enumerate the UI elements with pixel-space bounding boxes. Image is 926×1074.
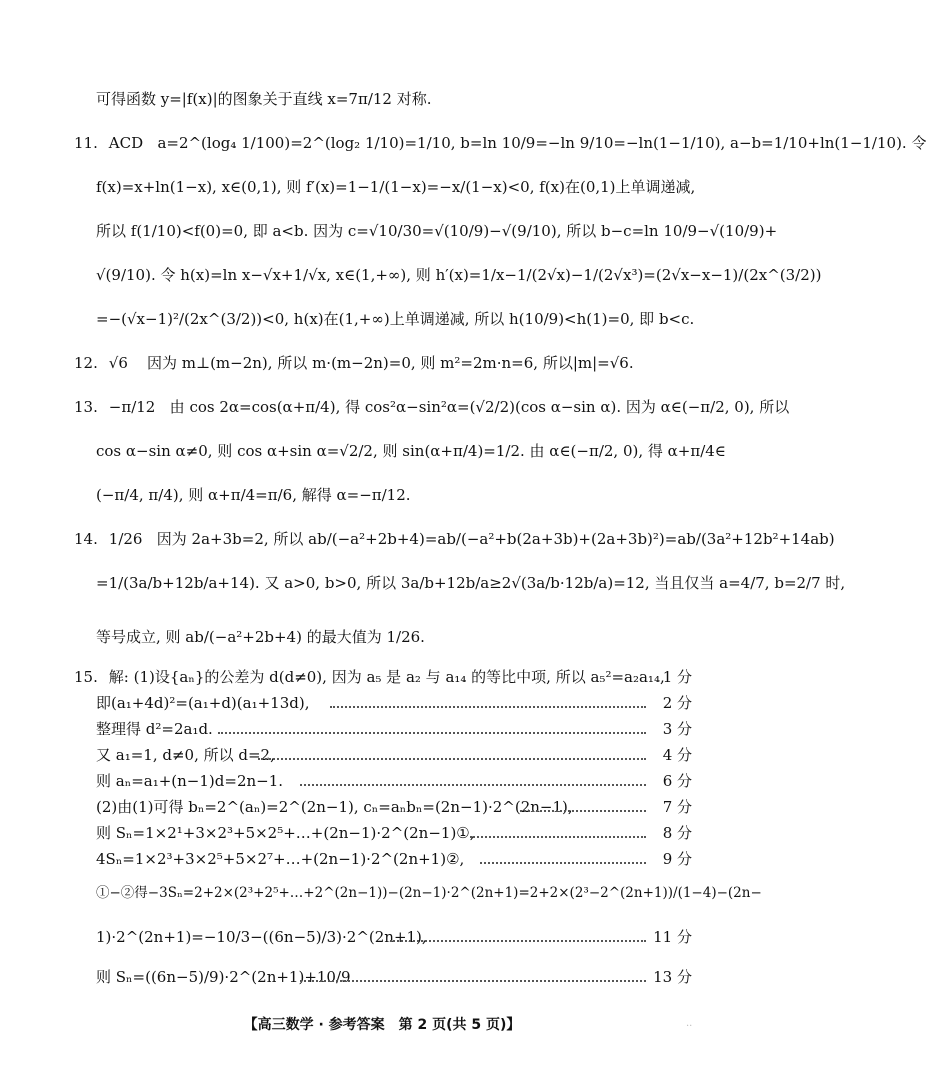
question-number: 15. <box>74 668 98 686</box>
text-line: √(9/10). 令 h(x)=ln x−√x+1/√x, x∈(1,+∞), 则 h′(x)=1/x−1/(2√x)−1/(2√x³)=(2√x−x−1)/(2x^(3/2)) <box>96 266 822 284</box>
dotted-leader <box>520 810 646 812</box>
text-line: 则 Sₙ=1×2¹+3×2³+5×2⁵+…+(2n−1)·2^(2n−1)①, <box>96 824 475 842</box>
q14-line <box>74 528 835 550</box>
text-line: =1/(3a/b+12b/a+14). 又 a>0, b>0, 所以 3a/b+12b/a≥2√(3a/b·12b/a)=12, 当且仅当 a=4/7, b=2/7 时, <box>96 574 846 592</box>
score-label: 2 分 <box>662 694 692 712</box>
text-line: 4Sₙ=1×2³+3×2⁵+5×2⁷+…+(2n−1)·2^(2n+1)②, <box>96 850 465 868</box>
text-line: 解: (1)设{aₙ}的公差为 d(d≠0), 因为 a₅ 是 a₂ 与 a₁₄ 的等比中项, 所以 a₅²=a₂a₁₄, <box>108 668 665 686</box>
q13-line <box>74 396 790 418</box>
text-line: 则 aₙ=a₁+(n−1)d=2n−1. <box>96 772 284 790</box>
text-line: 又 a₁=1, d≠0, 所以 d=2, <box>96 746 275 764</box>
text-line: 则 Sₙ=((6n−5)/9)·2^(2n+1)+10/9. <box>96 968 356 986</box>
dotted-leader <box>258 758 646 760</box>
question-answer: 1/26 <box>108 530 143 548</box>
score-label: 13 分 <box>653 968 692 986</box>
dotted-leader <box>300 980 646 982</box>
text-line: 等号成立, 则 ab/(−a²+2b+4) 的最大值为 1/26. <box>96 628 425 646</box>
score-label: 4 分 <box>662 746 692 764</box>
text-line: 由 cos 2α=cos(α+π/4), 得 cos²α−sin²α=(√2/2)(cos α−sin α). 因为 α∈(−π/2, 0), 所以 <box>169 398 790 416</box>
text-line: cos α−sin α≠0, 则 cos α+sin α=√2/2, 则 sin(α+π/4)=1/2. 由 α∈(−π/2, 0), 得 α+π/4∈ <box>96 442 726 460</box>
question-number: 12. <box>74 354 98 372</box>
score-label: 7 分 <box>662 798 692 816</box>
text-line: 1)·2^(2n+1)=−10/3−((6n−5)/3)·2^(2n+1), <box>96 928 427 946</box>
dotted-leader <box>218 732 646 734</box>
text-line: 整理得 d²=2a₁d. <box>96 720 213 738</box>
text-line: 因为 m⊥(m−2n), 所以 m·(m−2n)=0, 则 m²=2m·n=6, 所以|m|=√6. <box>146 354 634 372</box>
question-number: 13. <box>74 398 98 416</box>
q12-line <box>74 352 692 374</box>
text-line: a=2^(log₄ 1/100)=2^(log₂ 1/10)=1/10, b=ln 10/9=−ln 9/10=−ln(1−1/10), a−b=1/10+ln(1−1/10). 令 <box>157 134 926 152</box>
page-footer: 【高三数学 · 参考答案 第 2 页(共 5 页)】 <box>243 1017 521 1033</box>
score-label: 6 分 <box>662 772 692 790</box>
question-number: 14. <box>74 530 98 548</box>
score-label: 1 分 <box>662 668 692 686</box>
text-line: =−(√x−1)²/(2x^(3/2))<0, h(x)在(1,+∞)上单调递减, 所以 h(10/9)<h(1)=0, 即 b<c. <box>96 310 695 328</box>
question-answer: √6 <box>108 354 128 372</box>
dotted-leader <box>470 836 646 838</box>
dotted-leader <box>330 706 646 708</box>
text-line: f(x)=x+ln(1−x), x∈(0,1), 则 f′(x)=1−1/(1−x)=−x/(1−x)<0, f(x)在(0,1)上单调递减, <box>96 178 696 196</box>
score-label: 8 分 <box>662 824 692 842</box>
q11-line <box>74 132 926 154</box>
score-label: 9 分 <box>662 850 692 868</box>
text-line: (−π/4, π/4), 则 α+π/4=π/6, 解得 α=−π/12. <box>96 486 411 504</box>
dotted-leader <box>390 940 646 942</box>
text-line: 因为 2a+3b=2, 所以 ab/(−a²+2b+4)=ab/(−a²+b(2a+3b)+(2a+3b)²)=ab/(3a²+12b²+14ab) <box>156 530 835 548</box>
dotted-leader <box>300 784 646 786</box>
text-line: ①−②得−3Sₙ=2+2×(2³+2⁵+…+2^(2n−1))−(2n−1)·2^(2n+1)=2+2×(2³−2^(2n+1))/(1−4)−(2n− <box>96 885 762 901</box>
score-label: 3 分 <box>662 720 692 738</box>
dotted-leader <box>480 862 646 864</box>
score-label: 11 分 <box>653 928 692 946</box>
text-line: 可得函数 y=|f(x)|的图象关于直线 x=7π/12 对称. <box>96 90 432 108</box>
question-answer: −π/12 <box>108 398 156 416</box>
question-number: 11. <box>74 134 98 152</box>
corner-mark: .. <box>686 1018 693 1029</box>
text-line: (2)由(1)可得 bₙ=2^(aₙ)=2^(2n−1), cₙ=aₙbₙ=(2n−1)·2^(2n−1), <box>96 798 573 816</box>
question-answer: ACD <box>108 134 144 152</box>
text-line: 所以 f(1/10)<f(0)=0, 即 a<b. 因为 c=√10/30=√(10/9)−√(9/10), 所以 b−c=ln 10/9−√(10/9)+ <box>96 222 778 240</box>
text-line: 即(a₁+4d)²=(a₁+d)(a₁+13d), <box>96 694 310 712</box>
q15-line <box>74 666 692 688</box>
